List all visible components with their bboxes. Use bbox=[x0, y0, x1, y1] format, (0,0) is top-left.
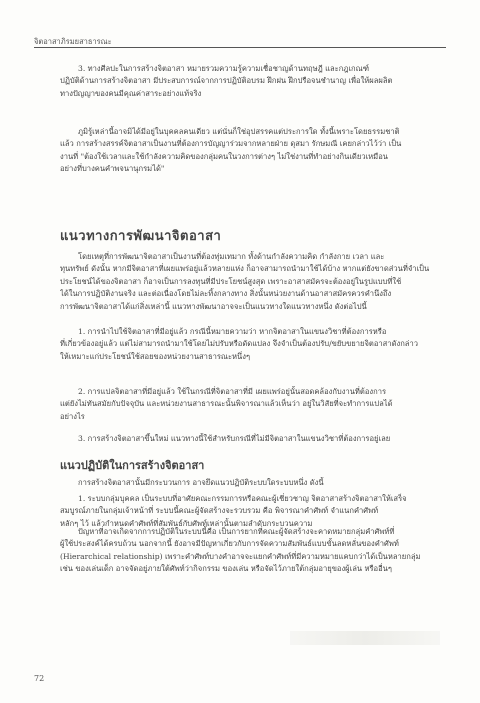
text-line: ปัญหาที่อาจเกิดจากการปฏิบัติในระบบนี้คือ เป็นการยากที่คณะผู้จัดสร้างจะคาดหมายกลุ่มคำศัพท์ที่ bbox=[78, 527, 395, 536]
text-line: 3. ทางศีลปะในการสร้างจิตอาสา หมายรวมความรู้ความเชื่อชาญด้านทฤษฎี และกฎเกณฑ์ bbox=[78, 64, 370, 73]
text-line: ทุนทรัพย์ ดังนั้น หากมีจิตอาสาที่เผยแพร่อยู่แล้วหลายแห่ง ก็อาจสามารถนำมาใช้ได้บ้าง หากแต่ยังขาดส่วนที่จำเป็น bbox=[60, 264, 430, 274]
text-line: 1. การนำไปใช้จิตอาสาที่มีอยู่แล้ว กรณีนี้หมายความว่า หากจิตอาสาในแขนงวิชาที่ต้องการหรือ bbox=[78, 327, 387, 336]
paragraph-method-intro bbox=[60, 477, 446, 489]
text-line: การพัฒนาจิตอาสาได้แก่สิ่งเหล่านี้ แนวทางพัฒนาอาจจะเป็นแนวทางใดแนวทางหนึ่ง ดังต่อไปนี้ bbox=[60, 301, 367, 311]
list-item bbox=[60, 326, 446, 363]
paragraph-problems bbox=[60, 526, 446, 576]
text-line: ทางปัญญาของคนมีคุณค่าสาระอย่างแท้จริง bbox=[60, 88, 202, 98]
text-line: ผู้ใช้ประสงค์ได้ครบถ้วน นอกจากนี้ ยังอาจมีปัญหาเกี่ยวกับการจัดความสัมพันธ์แบบขั้นลดหลั่นของคำศัพท์ bbox=[60, 539, 399, 549]
text-line: ให้เหมาะแก่ประโยชน์ใช้สอยของหน่วยงานสาธารณะหนึ่งๆ bbox=[60, 351, 251, 361]
text-line: งานที่ "ต้องใช้เวลาและใช้กำลังความคิดของกลุ่มคนในวงการต่างๆ ไม่ใช่งานที่ทำอย่างกินเดียวเหมือน bbox=[60, 151, 388, 161]
text-line: อย่างไร bbox=[60, 411, 85, 421]
paragraph-quote bbox=[60, 126, 446, 176]
paragraph-intro bbox=[60, 251, 446, 313]
running-header: จิตอาสาภิรมยสาธารณะ bbox=[34, 37, 112, 46]
paragraph-item-3 bbox=[60, 63, 446, 100]
text-line: ประโยชน์ได้ของจิตอาสา ก็อาจเป็นการลงทุนที่มีประโยชน์สูงสุด เพราะอาสาสมัครจะต้องอยู่ในรูปแบบที่ใช้ bbox=[60, 276, 402, 286]
list-item bbox=[60, 386, 446, 423]
paragraph-system-1 bbox=[60, 493, 446, 530]
text-line: 1. ระบบกลุ่มบุคคล เป็นระบบที่อาศัยคณะกรรมการหรือคณะผู้เชี่ยวชาญ จิตอาสาสร้างจิตอาสาให้เสร็จ bbox=[78, 494, 407, 503]
subsection-heading: แนวปฏิบัติในการสร้างจิตอาสา bbox=[60, 459, 205, 472]
section-heading: แนวทางการพัฒนาจิตอาสา bbox=[60, 229, 222, 244]
text-line: 2. การแปลจิตอาสาที่มีอยู่แล้ว ใช้ในกรณีที่จิตอาสาที่มี เผยแพร่อยู่นั้นสอดคล้องกับงานที่ต้องการ bbox=[78, 387, 387, 396]
text-line: เช่น ของเล่นเด็ก อาจจัดอยู่ภายใต้ศัพท์ว่ากิจกรรม ของเล่น หรือจัดไว้ภายใต้กลุ่มอายุของผู้เล่น หรืออื่นๆ bbox=[60, 564, 392, 574]
list-item bbox=[60, 433, 446, 445]
text-line: หลักๆ ไว้ แล้วกำหนดคำศัพท์ที่สัมพันธ์กับศัพท์เหล่านั้นตามลำดับกระบวนความ bbox=[60, 518, 313, 528]
text-line: 3. การสร้างจิตอาสาขึ้นใหม่ แนวทางนี้ใช้สำหรับกรณีที่ไม่มีจิตอาสาในแขนงวิชาที่ต้องการอยู่เลย bbox=[78, 434, 391, 443]
text-line: โดยเหตุที่การพัฒนาจิตอาสาเป็นงานที่ต้องทุ่มเทมาก ทั้งด้านกำลังความคิด กำลังกาย เวลา และ bbox=[78, 252, 385, 261]
text-line: อย่างที่บางคนคำพจนานุกรมได้" bbox=[60, 164, 165, 174]
text-line: (Hierarchical relationship) เพราะคำศัพท์บางคำอาจจะแยกคำศัพท์ที่มีความหมายแคบกว่าได้เป็นหลายกลุ่ม bbox=[60, 551, 421, 561]
text-line: แต่ยังไม่ทันสมัยกับปัจจุบัน และหน่วยงานสาธารณะนั้นพิจารณาแล้วเห็นว่า อยู่ในวิสัยที่จะทำการแปลได้ bbox=[60, 399, 393, 409]
page-number: 72 bbox=[34, 674, 45, 683]
text-line: ภูมิรู้เหล่านี้อาจมิได้มีอยู่ในบุคคลคนเดียว แต่นั่นก็ใช่อุปสรรคแต่ประการใด ทั้งนี้เพราะโดยธรรมชาติ bbox=[78, 127, 400, 136]
text-line: การสร้างจิตอาสานั้นมีกระบวนการ อาจยึดแนวปฏิบัติระบบใดระบบหนึ่ง ดังนี้ bbox=[78, 478, 324, 487]
text-line: ได้ในการปฏิบัติงานจริง และต่อเนื่องโดยไม่ละทิ้งกลางทาง สิ่งนั้นหน่วยงานด้านอาสาสมัครควรคำนึงถึง bbox=[60, 289, 392, 299]
header-rule bbox=[34, 47, 446, 48]
text-line: แล้ว การสร้างสรรค์จิตอาสาเป็นงานที่ต้องการบัญญาร่วมจากหลายฝ่าย ดุสมา รักษมณี เคยกล่าวไว้ว่า เป็น bbox=[60, 139, 402, 149]
text-line: ที่เกี่ยวข้องอยู่แล้ว แต่ไม่สามารถนำมาใช้โดยไม่ปรับหรือดัดแปลง จึงจำเป็นต้องปรับ/ขยับขยายจิตอาสาดังกล่าว bbox=[60, 339, 418, 349]
text-line: สมบูรณ์ภายในกลุ่มเจ้าหน้าที่ ระบบนี้คณะผู้จัดสร้างจะรวบรวม คือ พิจารณาคำศัพท์ จำแนกคำศัพท์ bbox=[60, 506, 379, 516]
text-line: ปฏิบัติด้านการสร้างจิตอาสา มีประสบการณ์จากการปฏิบัติอบรม ฝึกฝน ฝึกปรือจนชำนาญ เพื่อให้ผลผลิต bbox=[60, 76, 393, 86]
faded-stamp-mark bbox=[290, 631, 440, 645]
